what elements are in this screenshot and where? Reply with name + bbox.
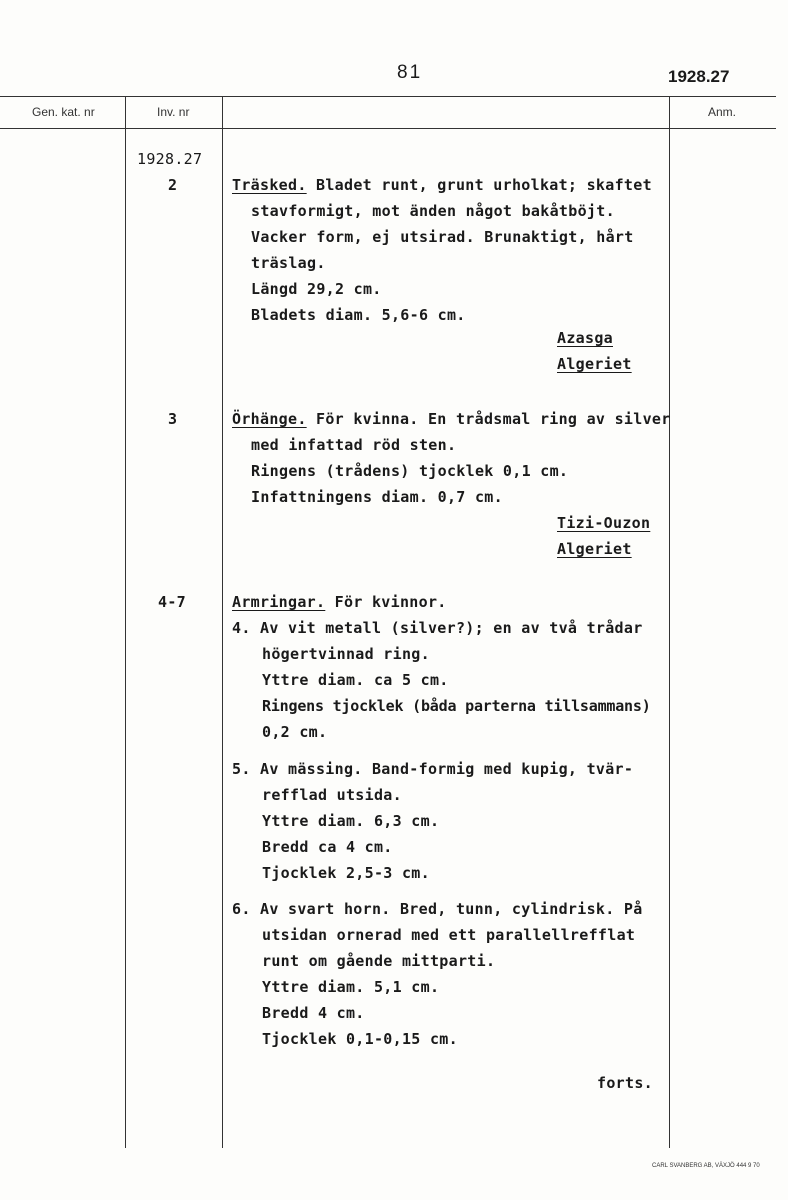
entry-text-line: Ringens (trådens) tjocklek 0,1 cm.	[251, 462, 569, 480]
entry-text-line: med infattad röd sten.	[251, 436, 457, 454]
continued-note: forts.	[597, 1074, 653, 1092]
column-heading-inv-nr: Inv. nr	[157, 105, 190, 119]
entry-text-line: 4. Av vit metall (silver?); en av två trådar	[232, 619, 643, 637]
entry-text-line: Bredd ca 4 cm.	[262, 838, 393, 856]
entry-text-line: Längd 29,2 cm.	[251, 280, 382, 298]
entry-place: Tizi-Ouzon	[557, 514, 651, 532]
entry-text-line: refflad utsida.	[262, 786, 402, 804]
header-top-rule	[0, 96, 776, 97]
entry-text-line: Tjocklek 0,1-0,15 cm.	[262, 1030, 458, 1048]
printer-mark: CARL SVANBERG AB, VÄXJÖ 444 9 70	[652, 1163, 760, 1169]
entry-country: Algeriet	[557, 540, 632, 558]
entry-text: Bladet runt, grunt urholkat; skaftet	[316, 176, 652, 194]
entry-text-line	[232, 593, 447, 611]
entry-text-line: Infattningens diam. 0,7 cm.	[251, 488, 503, 506]
entry-inv-number: 3	[168, 410, 178, 428]
entry-text-line: Yttre diam. 6,3 cm.	[262, 812, 440, 830]
entry-title: Örhänge.	[232, 410, 307, 428]
entry-text: För kvinnor.	[334, 593, 447, 611]
entry-text: För kvinna. En trådsmal ring av silver	[316, 410, 671, 428]
entry-title: Armringar.	[232, 593, 326, 611]
entry-title: Träsked.	[232, 176, 307, 194]
entry-text-line: Tjocklek 2,5-3 cm.	[262, 864, 430, 882]
entry-country: Algeriet	[557, 355, 632, 373]
column-divider-3	[669, 96, 670, 1148]
entry-text-line: 6. Av svart horn. Bred, tunn, cylindrisk. På	[232, 900, 643, 918]
entry-text-line: stavformigt, mot änden något bakåtböjt.	[251, 202, 615, 220]
column-divider-2	[222, 96, 223, 1148]
header-bottom-rule	[0, 128, 776, 129]
entry-text-line	[232, 410, 671, 428]
entry-text-line: Bredd 4 cm.	[262, 1004, 365, 1022]
column-heading-gen-kat-nr: Gen. kat. nr	[32, 105, 95, 119]
entry-text-line: utsidan ornerad med ett parallellrefflat	[262, 926, 636, 944]
page-number: 81	[397, 62, 423, 83]
entry-text-line: Bladets diam. 5,6-6 cm.	[251, 306, 466, 324]
entry-text-line: runt om gående mittparti.	[262, 952, 496, 970]
entry-text-line: Vacker form, ej utsirad. Brunaktigt, hårt	[251, 228, 634, 246]
entry-place: Azasga	[557, 329, 613, 347]
entry-inv-number: 2	[168, 176, 178, 194]
entry-text-line: Yttre diam. ca 5 cm.	[262, 671, 449, 689]
entry-inv-number: 4-7	[158, 593, 186, 611]
column-divider-1	[125, 96, 126, 1148]
inventory-year: 1928.27	[137, 150, 203, 168]
entry-text-line: 0,2 cm.	[262, 723, 328, 741]
entry-text-line: högertvinnad ring.	[262, 645, 430, 663]
entry-text-line: 5. Av mässing. Band-formig med kupig, tvär-	[232, 760, 634, 778]
entry-text-line: Yttre diam. 5,1 cm.	[262, 978, 440, 996]
column-heading-anm: Anm.	[708, 105, 737, 119]
entry-text-line: träslag.	[251, 254, 326, 272]
entry-text-line	[232, 176, 652, 194]
header-year: 1928.27	[668, 67, 730, 86]
entry-text-line: Ringens tjocklek (båda parterna tillsammans)	[262, 697, 651, 715]
